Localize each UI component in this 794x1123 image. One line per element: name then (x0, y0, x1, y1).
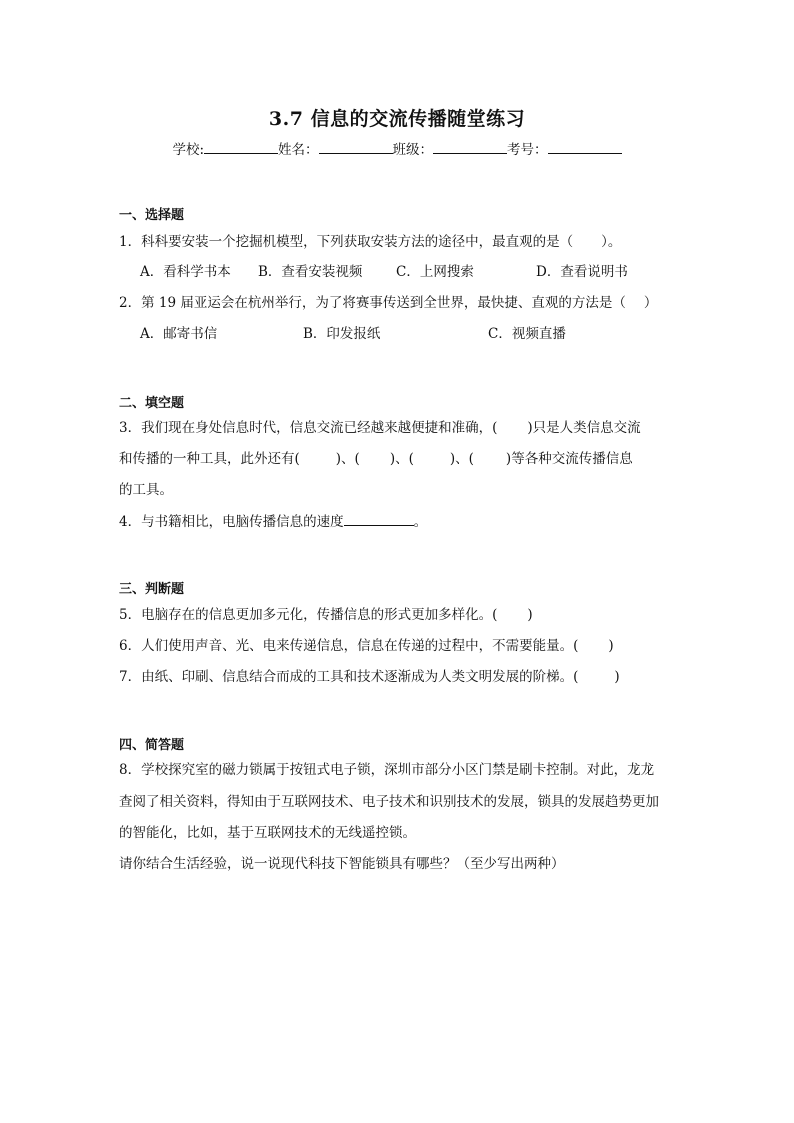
question-4-answer-blank[interactable] (344, 513, 414, 526)
question-7-stem-end: ) (614, 669, 620, 685)
question-2-option-b[interactable]: B．印发报纸 (303, 326, 381, 342)
question-1-option-d[interactable]: D．查看说明书 (536, 264, 628, 280)
class-label: 班级： (392, 142, 434, 158)
question-5-stem-end: ) (527, 607, 533, 623)
question-1-stem: 1．科科要安装一个挖掘机模型，下列获取安装方法的途径中，最直观的是（ (119, 234, 574, 250)
name-blank[interactable] (319, 141, 393, 154)
page-title: 3.7 信息的交流传播随堂练习 (268, 108, 526, 130)
question-6 (119, 634, 614, 654)
question-5-stem: 5．电脑存在的信息更加多元化，传播信息的形式更加多样化。( (119, 607, 498, 623)
question-4-stem: 4．与书籍相比，电脑传播信息的速度 (119, 514, 344, 530)
section-heading-short-answer: 四、简答题 (119, 738, 185, 753)
section-heading-judge: 三、判断题 (119, 582, 185, 597)
section-heading-choice: 一、选择题 (119, 208, 185, 223)
question-7 (119, 665, 620, 685)
question-1-option-a[interactable]: A．看科学书本 (140, 264, 231, 280)
question-3-text: )、( (389, 451, 414, 467)
question-6-stem: 6．人们使用声音、光、电来传递信息，信息在传递的过程中，不需要能量。( (119, 638, 579, 654)
question-8-line-1: 8．学校探究室的磁力锁属于按钮式电子锁，深圳市部分小区门禁是刷卡控制。对此，龙龙 (119, 762, 655, 778)
question-3-text: )、( (449, 451, 474, 467)
question-8-line-3: 的智能化，比如，基于互联网技术的无线遥控锁。 (119, 825, 416, 841)
question-1-option-b[interactable]: B．查看安装视频 (258, 264, 363, 280)
question-7-stem: 7．由纸、印刷、信息结合而成的工具和技术逐渐成为人类文明发展的阶梯。( (119, 669, 579, 685)
question-8-line-2: 查阅了相关资料，得知由于互联网技术、电子技术和识别技术的发展，锁具的发展趋势更加 (119, 794, 659, 810)
question-3-text: )、( (335, 451, 360, 467)
question-4-stem-end: 。 (413, 514, 428, 530)
school-label: 学校: (172, 142, 205, 158)
question-1 (119, 230, 621, 250)
question-5 (119, 603, 533, 623)
name-label: 姓名： (278, 142, 319, 158)
question-8-prompt: 请你结合生活经验，说一说现代科技下智能锁具有哪些？（至少写出两种） (119, 856, 565, 872)
question-3-text: 3．我们现在身处信息时代，信息交流已经越来越便捷和准确，( (119, 420, 498, 436)
exam-no-label: 考号： (507, 142, 548, 158)
question-6-stem-end: ) (608, 638, 614, 654)
section-heading-fill: 二、填空题 (119, 396, 185, 411)
student-info-line (0, 138, 794, 158)
question-1-options (140, 260, 628, 280)
question-2-option-a[interactable]: A．邮寄书信 (140, 326, 218, 342)
exam-no-blank[interactable] (548, 141, 622, 154)
question-1-option-c[interactable]: C．上网搜索 (396, 264, 474, 280)
question-3-text: 和传播的一种工具，此外还有( (119, 451, 300, 467)
school-blank[interactable] (204, 141, 278, 154)
question-2-options (140, 322, 566, 342)
question-1-stem-end: ）。 (601, 234, 622, 250)
question-2-option-c[interactable]: C．视频直播 (488, 326, 566, 342)
question-2-stem: 2．第 19 届亚运会在杭州举行，为了将赛事传送到全世界，最快捷、直观的方法是（ (119, 295, 626, 311)
class-blank[interactable] (433, 141, 507, 154)
question-2 (119, 291, 657, 311)
question-3-line-3: 的工具。 (119, 482, 173, 498)
question-2-stem-end: ） (643, 295, 658, 311)
question-3-text: )只是人类信息交流 (527, 420, 641, 436)
question-3-line-2 (119, 447, 633, 467)
question-3-text: )等各种交流传播信息 (505, 451, 633, 467)
question-3-line-1 (119, 416, 641, 436)
question-4 (119, 510, 427, 530)
